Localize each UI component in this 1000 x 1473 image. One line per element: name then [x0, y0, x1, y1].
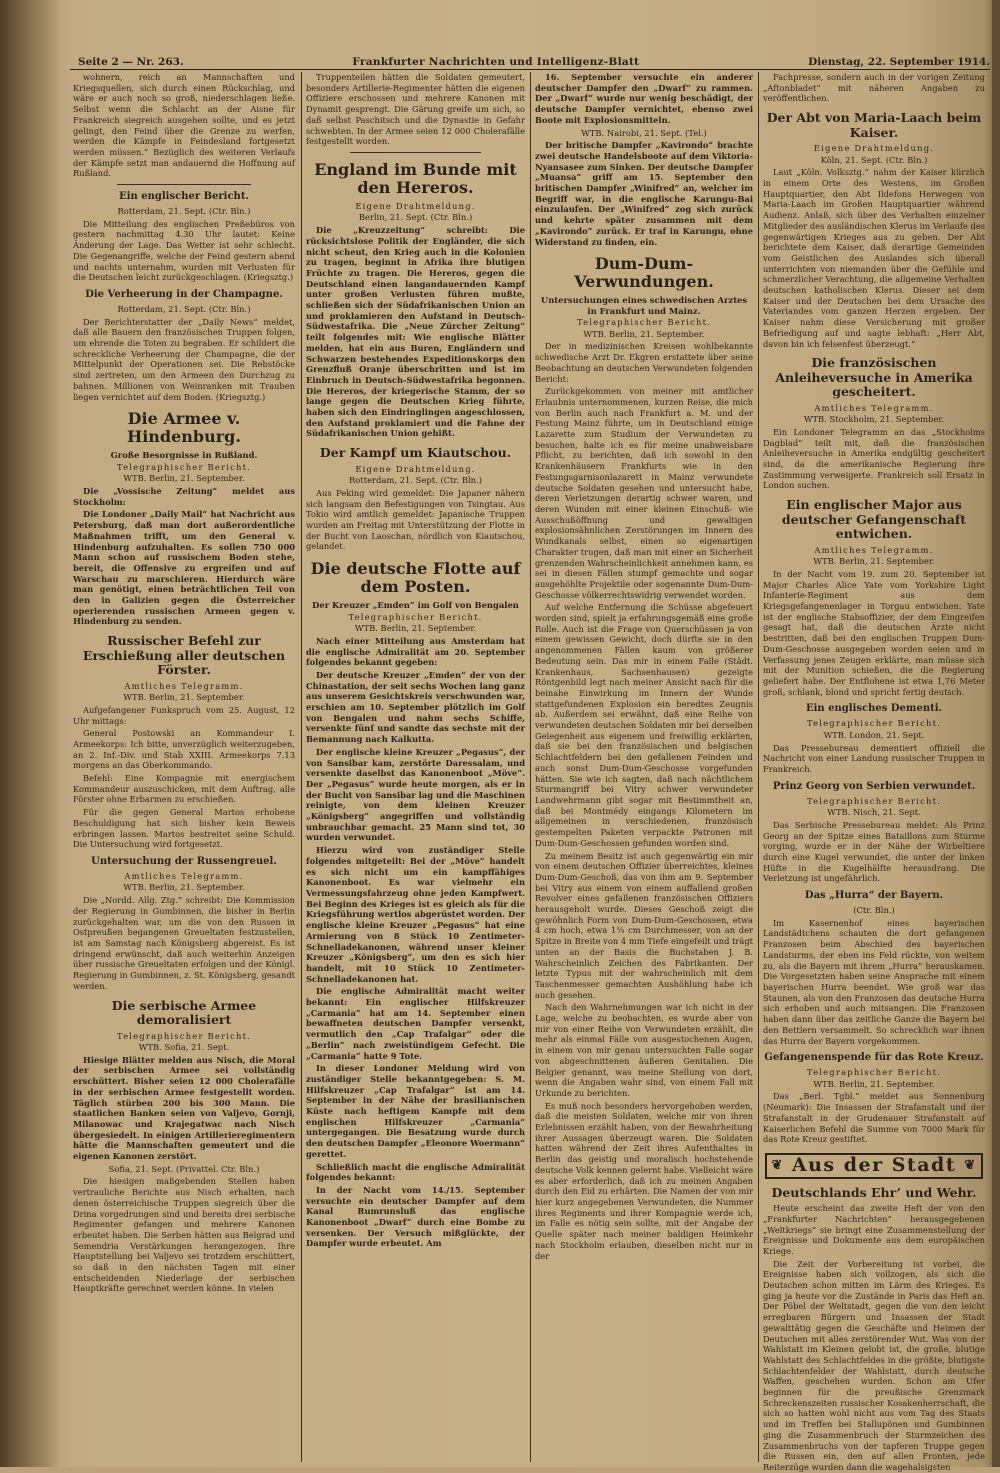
divider — [117, 184, 250, 185]
report-type: Amtliches Telegramm. — [814, 402, 934, 413]
report-type: Amtliches Telegramm. — [124, 680, 244, 691]
article-continuation: Truppenteilen hätten die Soldaten gemeutert, besonders Artillerie-Regimenter hätten die eigenen Offiziere erschossen und mehrere Kanonen mit Dynamit gesprengt. Die Gärung greife um sich, so daß selbst Paschitsch und die Dynastie in Gefahr schwebten. In der Armee seien 12 000 Cholerafälle festgestellt worden. — [306, 72, 525, 147]
article-body: Zu meinem Besitz ist auch gegenwärtig ein mir von einem deutschen Offizier überreichtes, kleines Dum-Dum-Geschoß, das von ihm am 9. September bei Vitry aus einem von einem auffallend großen Revolver eines gefallenen französischen Offiziers herausgeholt wurde. Dieses Geschoß zeigt die gewöhnlich Form von Dum-Dum-Geschossen, etwa 4 cm hoch, etwa 1¼ cm Durchmesser, von an der Spitze in Breite von 4 mm Tiefe eingefeilt und trägt unten an der Basis die Buchstaben J. B. Wahrscheinlich Zeichen des Fabrikanten. Der letzte Typus mit der wahrscheinlich mit dem Taschenmesser gemachten Aushöhlung habe ich auch gesehen. — [535, 850, 753, 1000]
headline: Dum-Dum-Verwundungen. — [574, 254, 714, 292]
dateline: Sofia, 21. Sept. (Privattel. Ctr. Bln.) — [108, 1163, 260, 1174]
article-body: Der deutsche Kreuzer „Emden“ der von der Chinastation, der seit sechs Wochen lang ganz aus unserem Gesichtskreis verschwunden war, erschien am 10. September plötzlich im Golf von Bengalen und nahm sechs Schiffe, versenkte fünf und sandte das sechste mit der Bemannung nach Kalkutta. — [306, 669, 525, 745]
article-body: Auf welche Entfernung die Schüsse abgefeuert worden sind, spielt ja erfahrungsgemäß eine große Rolle. Auch ist die Frage von Querschüssen ja von einem gewissen Gewicht, doch dürfte sie in den angenommenen Fällen kaum von größerer Bedeutung sein. Das mir in einem Falle (Städt. Krankenhaus, Sachsenhausen) gezeigte Röntgenbild legt nach meiner Ansicht nach für die beinahe Einwirkung im Innern der Wunde stattgefundenen Explosion ein beredtes Zeugnis ab. Außerdem sei erwähnt, daß eine Reihe von verwundeten deutschen Soldaten mir bei derselben Gelegenheit aus eigenem und freiwillig erklärten, daß sie bei den französischen und belgischen Schlachtfeldern bei den gefallenen Feinden und auch sonst Dum-Dum-Geschosse vorgefunden hätten. Sie wie ich sagten, daß nach nächtlichem Sturmangriff bei Vitry schwer verwundeter Landwehrmann gibt sogar mit Bestimmtheit an, daß bei Montmédy eingangs Kilometern im allgemeinen in verschiedenen, französisch gestempelten Paketen verpackte Patronen mit Dum-Dum-Geschossen gefunden worden sind. — [535, 602, 753, 848]
column-separator — [530, 72, 531, 1462]
headline: Deutschlands Ehr’ und Wehr. — [771, 1184, 977, 1200]
report-type: Telegraphischer Bericht. — [806, 718, 942, 729]
headline: Untersuchung der Russengreuel. — [91, 855, 277, 867]
page-edge — [992, 0, 1000, 1467]
article-body: Aus Peking wird gemeldet: Die Japaner nähern sich langsam den Befestigungen von Tsingtau. Aus Tokio wird amtlich gemeldet: Japanische Truppen wurden am Freitag mit Unterstützung der Flotte in der Bucht von Laoschan, nördlich von Kiautschou, gelandet. — [306, 487, 525, 552]
ornament-left-icon: ❦ — [771, 1157, 784, 1173]
article-body: Die englische Admiralität macht weiter bekannt: Ein englischer Hilfskreuzer „Carmania“ hat am 14. September einen bewaffneten deutschen Dampfer versenkt, vermutlich den „Cap Trafalgar“ oder die „Berlin“ nach zweistündigem Gefecht. Die „Carmania“ hatte 9 Tote. — [306, 986, 525, 1061]
headline: Ein englischer Major aus deutscher Gefangenschaft entwichen. — [781, 497, 967, 542]
article-body: Die „Nordd. Allg. Ztg.“ schreibt: Die Kommission der Regierung in Gumbinnen, die bisher in Berlin zurückgehalten war, um die von den Russen in Ostpreußen begangenen Greueltaten festzustellen, ist am Samstag nach Königsberg abgereist. Es ist dringend erwünscht, daß auch weiterhin Anzeigen über russische Greueltaten erfolgen und der Königl. Regierung in Gumbinnen, z. St. Königsberg, gesandt werden. — [73, 895, 295, 991]
article-body: Nach den Wahrnehmungen war ich nicht in der Lage, welche zu beobachten, es wurde aber von mir von einer Reihe von Verwundeten erzählt, die mehr als einmal Fälle von ausgestochenen Augen, in einem von mir genau untersuchten Falle sogar von abgeschnittenen äußeren Genitalien. Die Belgier genannt, was meine Stellung von dort, wenn die Angaben wahr sind, von einem Fall mit Urkunde zu berichten. — [535, 1002, 753, 1098]
dateline: WTB. Berlin, 21. September. — [123, 473, 245, 484]
article-body: General Postowski an Kommandeur I. Armeekorps: Ich bitte, unverzüglich weiterzugeben, an 2. Inf.-Div. und Stab XXIII. Armeekorps 7.13 morgens an das Oberkommando. — [73, 728, 295, 771]
article-body: Aufgefangener Funkspruch vom 25. August, 12 Uhr mittags: — [73, 704, 295, 726]
masthead-rule — [70, 69, 990, 70]
section-title: Aus der Stadt — [791, 1153, 957, 1176]
subheadline: Der Kreuzer „Emden“ im Golf von Bengalen — [312, 600, 519, 611]
newspaper-title: Frankfurter Nachrichten und Intelligenz-Blatt — [352, 56, 640, 68]
report-type: Telegraphischer Bericht. — [348, 611, 483, 622]
headline: Ein englisches Dementi. — [805, 703, 942, 715]
article-body: Der englische kleine Kreuzer „Pegasus“, der von Sansibar kam, zerstörte Daressalam, und versenkte daselbst das Kanonenboot „Möve“. Der „Pegasus“ wurde heute morgen, als er in der Bucht von Sansibar lag und die Maschinen reinigte, von dem kleinen Kreuzer „Königsberg“ angegriffen und vollständig unbrauchbar gemacht. 25 Mann sind tot, 30 wurden verwundet. — [306, 746, 525, 843]
headline: Der Kampf um Kiautschou. — [319, 445, 512, 461]
article-body: Heute erscheint das zweite Heft der von den „Frankfurter Nachrichten“ herausgegebenen „Weltkriegs“ sie bringt eine Zusammenstellung der Ereignisse und Dokumente aus dem europäischen Kriege. — [763, 1203, 985, 1256]
report-type: Amtliches Telegramm. — [814, 544, 934, 555]
dateline: WTB. Nisch, 21. Sept. — [827, 807, 921, 818]
report-type: Telegraphischer Bericht. — [116, 1030, 252, 1041]
headline: Die deutsche Flotte auf dem Posten. — [310, 559, 521, 597]
article-body: In der Nacht vom 14./15. September versuchte ein deutscher Dampfer auf dem Kanal Rumrunsluß das englische Kanonenboot „Dwarf“ durch eine Bombe zu versenken. Der Versuch mißglückte, der Dampfer wurde erbeutet. Am — [306, 1184, 525, 1249]
report-type: Eigene Drahtmeldung. — [355, 200, 476, 211]
headline: Die französischen Anleiheversuche in Amerika gescheitert. — [775, 355, 973, 400]
masthead — [78, 50, 990, 68]
report-type: Telegraphischer Bericht. — [576, 317, 712, 328]
article-body: Die Londoner „Daily Mail“ hat Nachricht aus Petersburg, daß man dort außerordentliche Maßnahmen trifft, um den General v. Hindenburg aufzuhalten. Es sollen 750 000 Mann schon auf russischem Boden stehe, bereit, die Offensive zu ergreifen und auf Warschau zu marschieren. Hierdurch wäre man genötigt, einen beträchtlichen Teil von den in Galizien gegen die Österreicher operierenden russischen Armeen gegen v. Hindenburg zu senden. — [73, 509, 295, 627]
dateline: WTB. Stockholm, 21. September. — [803, 414, 945, 425]
article-body: Die Zeit der Vorbereitung ist vorbei, die Ereignisse haben sich vollzogen, als sich die Deutschen schon mitten im Lärm des Krieges. Es ging ja heute vor die Zustände in Paris das Heft an. Der Pöbel der Weltstadt, gegen die von den leicht erregbaren Bürgern und Insassen der Stadt gewalttätig gegen die Geschäfte und Heimen der Deutschen mit alles zerstörender Wut. Was von der Wahlstatt im Kleinen gelobt ist, die große, blutige Wahlstatt des Schlachtfeldes in die größte, blutigste Schlachtenfelder der Wahlstatt, durch deutsche Waffen, geschehen wurden. Schon am Ufer beginnen für die preußische Grenzmark Schreckenszeiten russischer Kosakenherrschaft, die sich so hatten wohl nicht aus vom Tag des Staats und im Treffen bei Stallupönen und Gumbinnen ging die Zusammenbruch der Sturmzeichen des Zusammenbruchs von der tapferen Truppe gegen die Russen ein, den auf allen Fronten, jede Reiterzüge wurden dann die wagehalsigsten — [763, 1258, 985, 1472]
article-body: Befehl: Eine Kompagnie mit energischem Kommandeur auszuschicken, mit dem Auftrag, alle Förster ohne Erbarmen zu erschießen. — [73, 773, 295, 805]
issue-date: Dienstag, 22. September 1914. — [808, 56, 990, 68]
subheadline: Untersuchungen eines schwedischen Arztes in Frankfurt und Mainz. — [540, 295, 748, 316]
dateline: Rotterdam, 21. Sept. (Ctr. Bln.) — [117, 206, 251, 217]
column-separator — [301, 72, 302, 1462]
headline: Der Abt von Maria-Laach beim Kaiser. — [766, 110, 982, 140]
dateline: WTB. Berlin, 21. September. — [813, 1078, 935, 1089]
section-banner — [765, 1153, 983, 1179]
article-body: Es muß noch besonders hervorgehoben werden, daß die meisten Soldaten, welche mir von ihren Erlebnissen erzählt haben, von der Bewahrheitung ihrer Aussagen überzeugt waren. Die Soldaten hatten während der Zeit ihres Aufenthaltes in Berlin das geistig und moralisch hochstehende deutsche Volk kennen gelernt habe. Vielleicht wäre es aber erforderlich, daß ich zu meinen Angaben durch den Eid zu erhärten. Die Namen der von mir hier kurz angegebenen Verwundeten, die Nummer ihres Regiments und ihrer Kompagnie werde ich, im Falle es nötig sein sollte, mit der Angabe der Quelle später nach meiner baldigen Heimkehr nach Stockholm erlauben, dieselben nicht nur in der — [535, 1100, 753, 1261]
headline: Russischer Befehl zur Erschießung aller deutschen Förster. — [82, 633, 286, 678]
dateline: WTB. Berlin, 21. September. — [583, 328, 705, 339]
dateline: WTB. Berlin, 21. September. — [123, 882, 245, 893]
book-binding-shadow — [0, 0, 60, 1467]
article-body: Das „Berl. Tgbl.“ meldet aus Sonnenburg (Neumark): Die Insassen der Strafanstalt und der Strafanstalt in der Grudenauer Strafanstalt auf Kaiserlichen Befehl die Summe von 7000 Mark für das Rote Kreuz gestiftet. — [763, 1091, 985, 1145]
report-type: Telegraphischer Bericht. — [806, 1067, 942, 1078]
column-2 — [306, 72, 525, 1462]
article-body: Die „Vossische Zeitung“ meldet aus Stockholm: — [73, 485, 295, 507]
report-type: Telegraphischer Bericht. — [806, 795, 942, 806]
article-body: Der in medizinischen Kreisen wohlbekannte schwedische Arzt Dr. Ekgren erstattete über seine Beobachtung an deutschen Verwundeten folgenden Bericht: — [535, 341, 753, 384]
dateline: (Ctr. Bln.) — [853, 905, 895, 916]
dateline: WTB. Berlin, 21. September. — [813, 556, 935, 567]
headline: Ein englischer Bericht. — [119, 191, 249, 203]
page-number: Seite 2 — Nr. 263. — [78, 56, 184, 68]
dateline: WTB. Nairobi, 21. Sept. (Tel.) — [581, 127, 707, 138]
column-4 — [763, 72, 985, 1472]
article-body: Laut „Köln. Volksztg.“ nahm der Kaiser kürzlich in einem Orte des Westens, im Großen Hauptquartier, den Abt Ildefons Herwegen von Maria-Laach im Großen Hauptquartier während Audienz. Anlaß, sich über des Verhalten einzelner Mitglieder des ausländischen Klerus im Verlaufe des gegenwärtigen Krieges aus zu geben. Der Abt berichtete dem Kaiser, daß derartige Gemeinden vom Geistlichen des Auslandes sich überall unterrichten von niemanden über die Gefühle und schmerzlicher Verachtung, die allgemeine Verhalten deutschen katholischen Klerus. Dieser sei dem Kaiser und der Deutschen bei dem Ursache des Vaterlandes vom ganzen Herzen ergeben. Der Kaiser nahm diese Versicherung mit großer Befriedigung auf und sagte lebhaft: „Herr Abt, davon bin ich felsenfest überzeugt.“ — [763, 167, 985, 349]
article-body: Nach einer Mitteilung aus Amsterdam hat die englische Admiralität am 20. September folgendes bekannt gegeben: — [306, 635, 525, 668]
article-continuation: 16. September versuchte ein anderer deutscher Dampfer den „Dwarf“ zu rammen. Der „Dwarf“ wurde nur wenig beschädigt, der deutsche Dampfer vernichtet, ebenso zwei Boote mit Explosionsmitteln. — [535, 72, 753, 125]
headline: Die Armee v. Hindenburg. — [127, 409, 241, 447]
article-body: Die Mitteilung des englischen Preßebüros von gestern nachmittag 4.30 Uhr lautet: Keine Änderung der Lage. Das Wetter ist sehr schlecht. Die Gegenangriffe, welche der Feind gestern abend und nachts unternahm, wurden mit Verlusten für die Deutschen leicht zurückgeschlagen. (Kriegsztg.) — [73, 218, 295, 283]
report-type: Amtliches Telegramm. — [124, 870, 244, 881]
column-1 — [73, 72, 295, 1462]
dateline: WTB. Berlin, 21. September. — [123, 692, 245, 703]
report-type: Eigene Drahtmeldung. — [813, 143, 935, 154]
article-body: Die „Kreuzzeitung“ schreibt: Die rücksichtslose Politik der Engländer, die sich nicht scheut, den Krieg auch in die Kolonien zu tragen, beginnt in Afrika ihre blutigen Früchte zu tragen. Die Hereros, gegen die Deutschland einen langandauernden Kampf unter großen Verlusten führen mußte, schließen sich der Südafrikanischen Union an und proklamieren den Aufstand in Deutsch-Südwestafrika. Die „Neue Zürcher Zeitung“ teilt folgendes mit: Wie englische Blätter melden, hat ein aus Buren, Engländern und Schwarzen bestehendes Expeditionskorps den Grenzfluß Oranje überschritten und ist im Einbruch in Deutsch-Südwestafrika begonnen. Die Hereros, der kriegerische Stamm, der so lange gegen die Deutschen Krieg führte, haben sich den Eindringlingen angeschlossen, den Aufstand proklamiert und die Fahne der Südafrikanischen Union gehißt. — [306, 225, 525, 439]
article-continuation: Fachpresse, sondern auch in der vorigen Zeitung „Aftonbladet“ mit näheren Angaben zu veröffentlichen. — [763, 72, 985, 104]
headline: Gefangenenspende für das Rote Kreuz. — [764, 1052, 984, 1064]
dateline: WTB. Berlin, 21. September. — [354, 623, 477, 634]
headline: Das „Hurra“ der Bayern. — [804, 890, 944, 902]
report-type: Eigene Drahtmeldung. — [355, 463, 476, 474]
dateline: Köln, 21. Sept. (Ctr. Bln.) — [820, 154, 928, 165]
article-body: Ein Londoner Telegramm an das „Stockholms Dagblad“ teilt mit, daß die französischen Anleiheversuche in Amerika endgültig gescheitert sind, da die amerikanische Regierung ihre Zustimmung verweigerte. Frankreich soll Ersatz in London suchen. — [763, 426, 985, 491]
column-separator — [758, 72, 759, 1462]
dateline: WTB. London, 21. Sept. — [823, 729, 925, 740]
article-body: Hiesige Blätter melden aus Nisch, die Moral der serbischen Armee sei vollständig erschüttert. Bisher seien 12 000 Cholerafälle in der serbischen Armee festgestellt worden. Täglich stürben 200 bis 300 Mann. Die staatlichen Banken seien von Valjevo, Gornji, Milanowac und Krajegatwac nach Nisch übergesiedelt. In einigen Artillerieregimentern hätte die Mannschaften gemeutert und die eigenen Kanonen zerstört. — [73, 1054, 295, 1162]
report-type: Telegraphischer Bericht. — [116, 461, 252, 472]
article-body: Schließlich macht die englische Admiralität folgendes bekannt: — [306, 1161, 525, 1183]
dateline: Rotterdam, 21. Sept. (Ctr. Bln.) — [349, 475, 482, 486]
dateline: Berlin, 21. Sept. (Ctr. Bln.) — [358, 212, 473, 223]
article-body: Das Pressebureau dementiert offiziell die Nachricht von einer Landung russischer Truppen in Frankreich. — [763, 742, 985, 774]
article-body: Das Serbische Pressebureau meldet: Als Prinz Georg an der Spitze eines Bataillons zum Sturme vorging, wurde er in der Nähe der Wirbeltiere durch eine Kugel verwundet, die unter der linken Hüfte in die Kugelhälfte herausdrang. Die Verletzung ist ungefährlich. — [763, 819, 985, 884]
article-body: In dieser Londoner Meldung wird von zuständiger Stelle bekanntgegeben: S. M. Hilfskreuzer „Cap Trafalgar“ ist am 14. September in der Nähe der brasilianischen Küste nach heftigem Kampfe mit dem englischen Hilfskreuzer „Carmania“ untergegangen. Die Besatzung wurde durch den deutschen Dampfer „Eleonore Woermann“ gerettet. — [306, 1063, 525, 1159]
divider — [350, 152, 481, 153]
headline: Die serbische Armee demoralisiert — [111, 997, 257, 1027]
article-body: Für die gegen General Martos erhobene Beschuldigung hat sich bisher kein Beweis erbringen lassen. Martos bestreitet seine Schuld. Die Untersuchung wird fortgesetzt. — [73, 807, 295, 850]
article-body: Der britische Dampfer „Kavirondo“ brachte zwei deutsche Handelsboote auf dem Viktoria-Nyansasee zum Sinken. Der deutsche Dampfer „Muansa“ griff am 15. September den britischen Dampfer „Winifred“ an, welcher im Begriff war, in die englische Karungu-Bai einzulaufen. Der „Winifred“ zog sich zurück und kehrte später zusammen mit dem „Kavirondo“ zurück. Er traf in Karungu, ohne Widerstand zu finden, ein. — [535, 140, 753, 247]
article-body: Zurückgekommen von meiner mit amtlicher Erlaubnis unternommenen, kurzen Reise, die mich von Berlin auch nach Frankfurt a. M. und der Festung Mainz führte, um in Deutschland einige Lazarette zum Studium der Verwundeten zu besuchen, halte ich es für meine unabweisbare Pflicht, zu berichten, daß ich sowohl in den Krankenhäusern Frankfurts wie in den Festungsgarnisonlazarett in Mainz verwundete deutsche Soldaten gesehen und untersucht habe, deren Verletzungen derartig schwer waren, und deren Wunden mit einer kleinen Einschuß- wie Ausschußöffnung und gewaltigen explosionsähnlichen Zerstörungen im Innern des Wundkanals selbst, einen so eigenartigen Charakter trugen, daß man mit einer an Sicherheit grenzenden Wahrscheinlichkeit annehmen kann, es sei in diesen Fällen stumpf gemachte und sogar ausgehöhlte Projektile oder sogenannte Dum-Dum-Geschosse völkerrechtswidrig verwendet worden. — [535, 386, 753, 600]
article-body: In der Nacht vom 19. zum 20. September ist Major Charles Alice Yate vom Yorkshire Light Infanterie-Regiment aus dem Kriegsgefangenenlager in Torgau entwichen. Yate ist der englische Stabsoffizier, der dem Eingreifen gesagt hat, daß die deutschen Ärzte nicht bestritten, daß bei den englischen Truppen Dum-Dum-Geschosse ausgegeben worden seien und in Verfassung jenes Zeugen erklärte, man müsse sich mit der Munition schießen, die die Regierung geliefert habe. Der Entflohene ist etwa 1,76 Meter groß, schlank, blond und spricht fertig deutsch. — [763, 568, 985, 697]
headline: England im Bunde mit den Hereros. — [314, 159, 517, 197]
ornament-right-icon: ❦ — [964, 1157, 977, 1173]
article-body: Im Kasernenhof eines bayerischen Landstädtchens schauten die dort gefangenen Franzosen beim Abschied des bayerischen Landsturms, der eben ins Feld rückte, von weitem zu, als die Bayern mit ihrem „Hurra“ herauskamen. Die Vorgesetzten haben seine Ansprache mit einem bayerischen Hurra beendet. Wie groß war das Staunen, als von den Franzosen das deutsche Hurra sich erhoben und auch mitsangen. Die Franzosen haben dann über das zeitliche Ganze die Bayern bei den Bettlern versammelt. So schrecklich war ihnen das Hurra der Bayern vorgekommen. — [763, 917, 985, 1046]
column-3 — [535, 72, 753, 1462]
dateline: Rotterdam, 21. Sept. (Ctr. Bln.) — [117, 303, 251, 314]
headline: Die Verheerung in der Champagne. — [85, 288, 283, 300]
dateline: WTB. Sofia, 21. Sept. — [138, 1042, 230, 1052]
article-body: Hierzu wird von zuständiger Stelle folgendes mitgeteilt: Bei der „Möve“ handelt es sich nicht um ein kampffähiges Kanonenboot. Es war vielmehr ein Vermessungsfahrzeug ohne jeden Kampfwert. Bei Beginn des Krieges ist es gleich als für die Kriegsführung wertlos abgerüstet worden. Der englische kleine Kreuzer „Pegasus“ hat eine Armierung von 8 Stück 10 Zentimeter-Schnelladekanonen, während unser kleiner Kreuzer „Königsberg“, um den es sich hier handelt, mit 10 Stück 10 Zentimeter-Schnelladekanonen hat. — [306, 845, 525, 984]
headline: Prinz Georg von Serbien verwundet. — [772, 780, 976, 792]
article-body: Der Berichterstatter der „Daily News“ meldet, daß alle Bauern den französischen Truppen folgen, um ehrende die Toten zu begraben. Er schildert die schreckliche Verheerung der Champagne, die der Mittelpunkt der Operationen sei. Die Rebstöcke sind zertreten, um den Armeen den Durchzug zu bahnen. Millionen von Weinranken mit Trauben liegen vernichtet auf dem Boden. (Kriegsztg.) — [73, 316, 295, 402]
article-body: Die hiesigen maßgebenden Stellen haben vertrauliche Berichte aus Nisch erhalten, nach denen österreichische Truppen siegreich über die Drina vorgedrungen sind und bereits drei serbische Regimenter gefangen und mehrere Kanonen erbeutet haben. Die Serben hätten aus Belgrad und Semendria Verstärkungen herangezogen. Ihre Hauptstellung bei Valjevo sei trotzdem erschüttert, so daß in den nächsten Tagen mit einer entscheidenden Niederlage der serbischen Hauptkräfte gerechnet werden könne. In vielen — [73, 1176, 295, 1294]
article-continuation: wohnern, reich an Mannschaften und Kriegsquellen, sich durch einen Rückschlag, und wäre er auch noch so groß, niederschlagen ließe. Selbst wenn die Schlacht an der Aisne für Frankreich siegreich ausgehen sollte, und es jetzt gelingt, den Feind über die Grenze zu werfen, werden die Kämpfe in Feindesland fortgesetzt werden müssen.“ Bezüglich des weiteren Verlaufs der Kämpfe setzt man andauernd die Hoffnung auf Rußland. — [73, 72, 295, 179]
subheadline: Große Besorgnisse in Rußland. — [110, 450, 258, 461]
